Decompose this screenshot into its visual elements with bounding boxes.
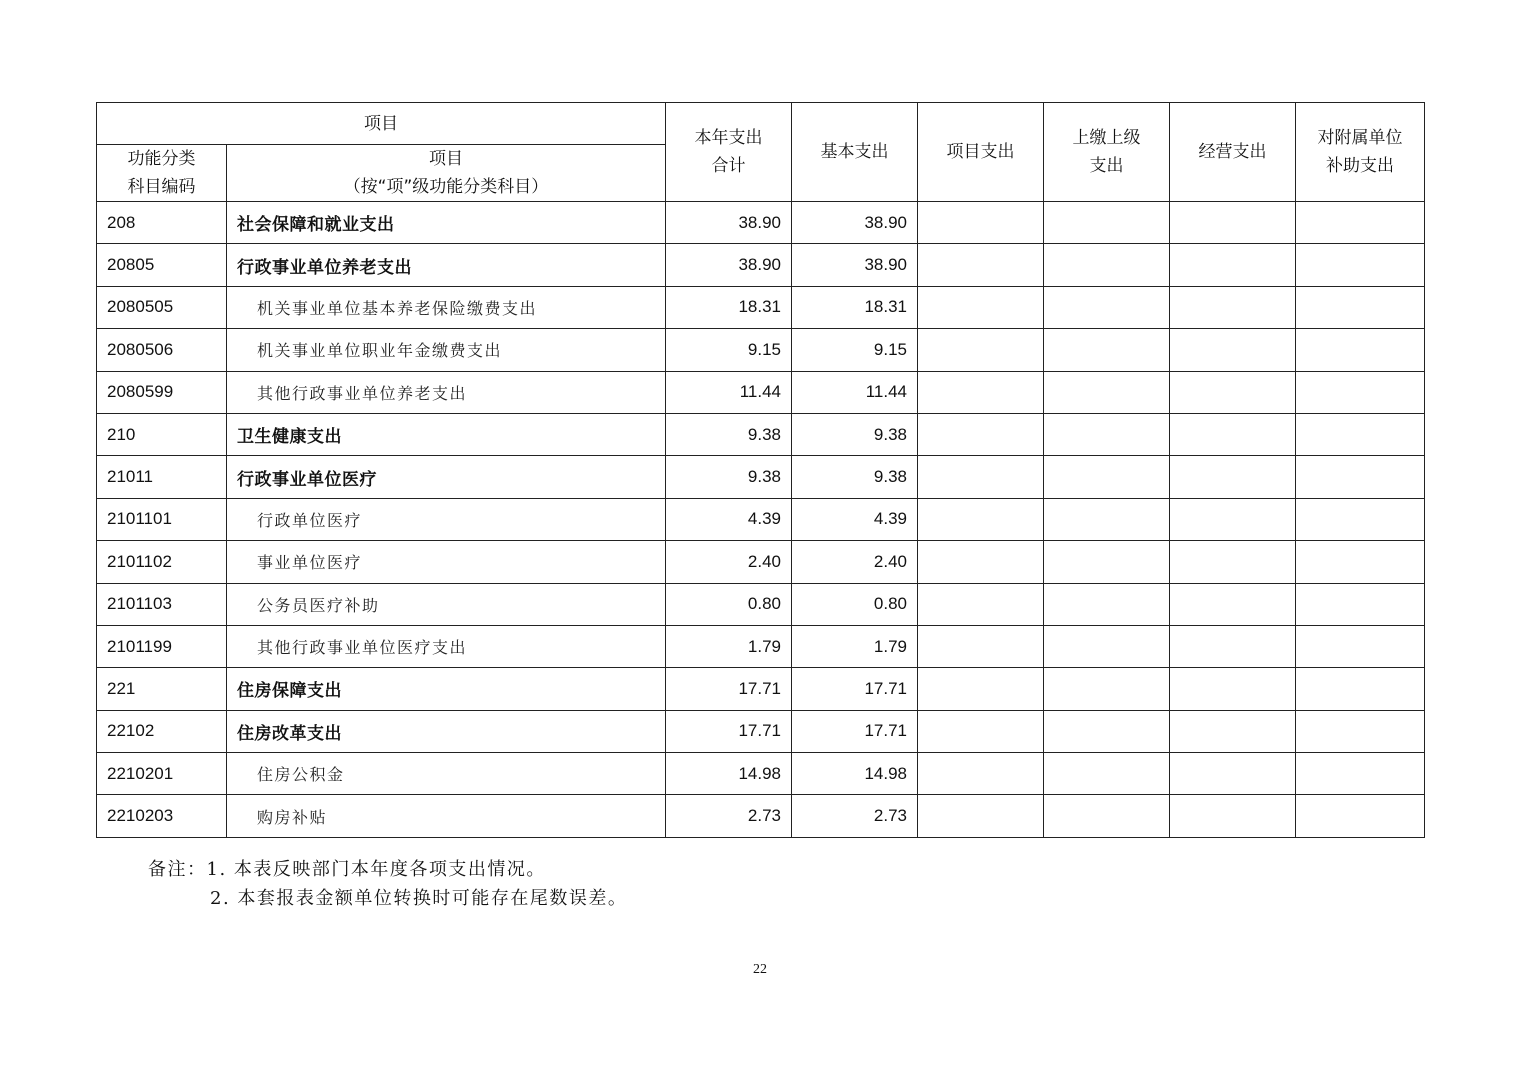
subsidy-header-line2: 补助支出 <box>1326 156 1394 176</box>
notes <box>148 855 627 913</box>
basic-cell: 2.40 <box>792 541 918 583</box>
subsidy-cell <box>1296 795 1425 837</box>
code-cell: 21011 <box>97 456 227 498</box>
upper-remit-cell <box>1044 456 1170 498</box>
subsidy-cell <box>1296 371 1425 413</box>
table-row <box>97 202 1425 244</box>
upper-remit-header-line2: 支出 <box>1089 156 1124 176</box>
total-cell: 2.40 <box>666 541 792 583</box>
project-cell <box>918 244 1044 286</box>
name-header-line2: （按“项”级功能分类科目） <box>343 177 549 197</box>
table-row <box>97 498 1425 540</box>
subsidy-cell <box>1296 541 1425 583</box>
subsidy-cell <box>1296 498 1425 540</box>
upper-remit-cell <box>1044 329 1170 371</box>
upper-remit-cell <box>1044 244 1170 286</box>
total-cell: 38.90 <box>666 244 792 286</box>
note-line-1: 备注：1. 本表反映部门本年度各项支出情况。 <box>148 859 546 880</box>
operating-cell <box>1170 202 1296 244</box>
subsidy-header <box>1296 103 1425 202</box>
upper-remit-cell <box>1044 413 1170 455</box>
code-cell: 2101199 <box>97 625 227 667</box>
code-header-line2: 科目编码 <box>127 177 196 197</box>
basic-cell: 1.79 <box>792 625 918 667</box>
upper-remit-cell <box>1044 498 1170 540</box>
upper-remit-cell <box>1044 583 1170 625</box>
basic-cell: 9.15 <box>792 329 918 371</box>
operating-cell <box>1170 498 1296 540</box>
basic-cell: 17.71 <box>792 710 918 752</box>
upper-remit-cell <box>1044 625 1170 667</box>
operating-expense-header: 经营支出 <box>1170 103 1296 202</box>
subsidy-cell <box>1296 286 1425 328</box>
total-cell: 2.73 <box>666 795 792 837</box>
table-row <box>97 795 1425 837</box>
subsidy-cell <box>1296 583 1425 625</box>
total-cell: 9.38 <box>666 413 792 455</box>
table-row <box>97 329 1425 371</box>
code-cell: 221 <box>97 668 227 710</box>
item-name-cell: 事业单位医疗 <box>227 541 666 583</box>
total-cell: 4.39 <box>666 498 792 540</box>
operating-cell <box>1170 795 1296 837</box>
subsidy-cell <box>1296 753 1425 795</box>
project-cell <box>918 795 1044 837</box>
total-expense-header-line2: 合计 <box>711 156 746 176</box>
table-row <box>97 244 1425 286</box>
operating-cell <box>1170 668 1296 710</box>
project-cell <box>918 668 1044 710</box>
basic-cell: 0.80 <box>792 583 918 625</box>
project-cell <box>918 583 1044 625</box>
item-name-cell: 住房公积金 <box>227 753 666 795</box>
name-header-line1: 项目 <box>429 149 463 169</box>
operating-cell <box>1170 413 1296 455</box>
total-cell: 14.98 <box>666 753 792 795</box>
project-expense-header: 项目支出 <box>918 103 1044 202</box>
basic-cell: 38.90 <box>792 244 918 286</box>
table-row <box>97 625 1425 667</box>
subsidy-cell <box>1296 456 1425 498</box>
table-row <box>97 456 1425 498</box>
upper-remit-cell <box>1044 753 1170 795</box>
project-cell <box>918 456 1044 498</box>
basic-cell: 17.71 <box>792 668 918 710</box>
project-cell <box>918 710 1044 752</box>
code-cell: 210 <box>97 413 227 455</box>
item-name-cell: 公务员医疗补助 <box>227 583 666 625</box>
table-row <box>97 710 1425 752</box>
item-name-cell: 行政事业单位养老支出 <box>227 244 666 286</box>
upper-remit-header <box>1044 103 1170 202</box>
project-cell <box>918 329 1044 371</box>
upper-remit-cell <box>1044 202 1170 244</box>
table-row <box>97 371 1425 413</box>
item-name-cell: 卫生健康支出 <box>227 413 666 455</box>
total-cell: 9.15 <box>666 329 792 371</box>
table-header <box>97 103 1425 202</box>
item-name-cell: 机关事业单位职业年金缴费支出 <box>227 329 666 371</box>
item-name-cell: 其他行政事业单位养老支出 <box>227 371 666 413</box>
upper-remit-cell <box>1044 795 1170 837</box>
project-cell <box>918 625 1044 667</box>
project-cell <box>918 498 1044 540</box>
total-cell: 11.44 <box>666 371 792 413</box>
table-row <box>97 753 1425 795</box>
code-cell: 22102 <box>97 710 227 752</box>
item-name-cell: 社会保障和就业支出 <box>227 202 666 244</box>
upper-remit-cell <box>1044 541 1170 583</box>
code-cell: 2101102 <box>97 541 227 583</box>
project-cell <box>918 541 1044 583</box>
subsidy-cell <box>1296 710 1425 752</box>
operating-cell <box>1170 625 1296 667</box>
operating-cell <box>1170 286 1296 328</box>
upper-remit-cell <box>1044 710 1170 752</box>
total-cell: 1.79 <box>666 625 792 667</box>
expenditure-table <box>96 102 1425 838</box>
basic-cell: 38.90 <box>792 202 918 244</box>
total-expense-header-line1: 本年支出 <box>694 128 763 148</box>
total-cell: 17.71 <box>666 668 792 710</box>
basic-cell: 2.73 <box>792 795 918 837</box>
code-cell: 2101101 <box>97 498 227 540</box>
operating-cell <box>1170 710 1296 752</box>
project-cell <box>918 753 1044 795</box>
total-cell: 38.90 <box>666 202 792 244</box>
code-header-line1: 功能分类 <box>127 149 196 169</box>
basic-cell: 9.38 <box>792 456 918 498</box>
table-row <box>97 541 1425 583</box>
upper-remit-cell <box>1044 668 1170 710</box>
subsidy-cell <box>1296 244 1425 286</box>
basic-expense-header: 基本支出 <box>792 103 918 202</box>
subsidy-cell <box>1296 413 1425 455</box>
basic-cell: 9.38 <box>792 413 918 455</box>
project-cell <box>918 371 1044 413</box>
table-row <box>97 286 1425 328</box>
total-cell: 17.71 <box>666 710 792 752</box>
code-cell: 2080505 <box>97 286 227 328</box>
project-cell <box>918 202 1044 244</box>
subsidy-cell <box>1296 668 1425 710</box>
total-cell: 9.38 <box>666 456 792 498</box>
item-name-cell: 行政事业单位医疗 <box>227 456 666 498</box>
code-cell: 2080506 <box>97 329 227 371</box>
code-cell: 2210201 <box>97 753 227 795</box>
item-name-cell: 住房保障支出 <box>227 668 666 710</box>
note-line-2: 2. 本套报表金额单位转换时可能存在尾数误差。 <box>210 888 628 909</box>
code-cell: 2210203 <box>97 795 227 837</box>
upper-remit-cell <box>1044 371 1170 413</box>
operating-cell <box>1170 244 1296 286</box>
code-header <box>97 145 227 202</box>
upper-remit-cell <box>1044 286 1170 328</box>
table-row <box>97 668 1425 710</box>
operating-cell <box>1170 753 1296 795</box>
total-cell: 0.80 <box>666 583 792 625</box>
name-header <box>227 145 666 202</box>
table-row <box>97 413 1425 455</box>
project-group-header: 项目 <box>97 103 666 145</box>
operating-cell <box>1170 583 1296 625</box>
basic-cell: 11.44 <box>792 371 918 413</box>
upper-remit-header-line1: 上缴上级 <box>1072 128 1141 148</box>
item-name-cell: 购房补贴 <box>227 795 666 837</box>
code-cell: 2101103 <box>97 583 227 625</box>
table-row <box>97 583 1425 625</box>
item-name-cell: 其他行政事业单位医疗支出 <box>227 625 666 667</box>
code-cell: 208 <box>97 202 227 244</box>
project-cell <box>918 286 1044 328</box>
item-name-cell: 住房改革支出 <box>227 710 666 752</box>
item-name-cell: 行政单位医疗 <box>227 498 666 540</box>
total-cell: 18.31 <box>666 286 792 328</box>
total-expense-header <box>666 103 792 202</box>
subsidy-cell <box>1296 625 1425 667</box>
basic-cell: 14.98 <box>792 753 918 795</box>
operating-cell <box>1170 329 1296 371</box>
code-cell: 2080599 <box>97 371 227 413</box>
subsidy-cell <box>1296 329 1425 371</box>
operating-cell <box>1170 541 1296 583</box>
table-body <box>97 202 1425 838</box>
operating-cell <box>1170 456 1296 498</box>
page-number: 22 <box>753 962 767 977</box>
item-name-cell: 机关事业单位基本养老保险缴费支出 <box>227 286 666 328</box>
basic-cell: 18.31 <box>792 286 918 328</box>
operating-cell <box>1170 371 1296 413</box>
project-cell <box>918 413 1044 455</box>
subsidy-cell <box>1296 202 1425 244</box>
basic-cell: 4.39 <box>792 498 918 540</box>
subsidy-header-line1: 对附属单位 <box>1317 128 1403 148</box>
code-cell: 20805 <box>97 244 227 286</box>
